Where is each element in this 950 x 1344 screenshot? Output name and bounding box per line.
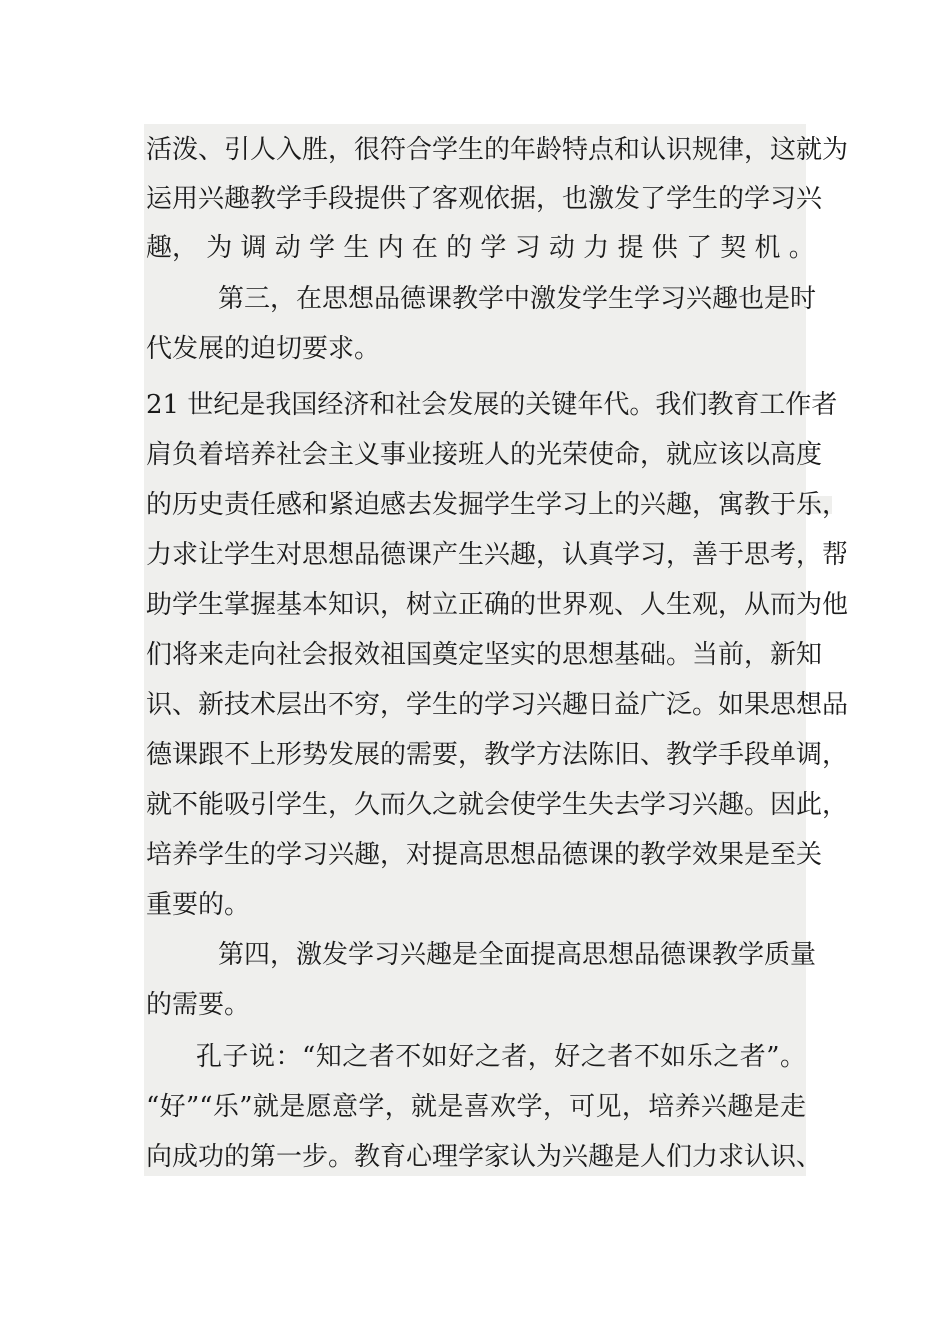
text-line: 培养学生的学习兴趣，对提高思想品德课的教学效果是至关 bbox=[146, 840, 823, 870]
text-line: 21 世纪是我国经济和社会发展的关键年代。我们教育工作者 bbox=[146, 390, 838, 420]
paragraph-heading-line: 第四，激发学习兴趣是全面提高思想品德课教学质量 bbox=[218, 940, 817, 970]
text-line: 力求让学生对思想品德课产生兴趣，认真学习，善于思考，帮 bbox=[146, 540, 849, 570]
text-line: 运用兴趣教学手段提供了客观依据，也激发了学生的学习兴 bbox=[146, 184, 823, 214]
text-line: 们将来走向社会报效祖国奠定坚实的思想基础。当前，新知 bbox=[146, 640, 823, 670]
text-line: 德课跟不上形势发展的需要，教学方法陈旧、教学手段单调， bbox=[146, 740, 849, 770]
text-line: 的历史责任感和紧迫感去发掘学生学习上的兴趣，寓教于乐， bbox=[146, 490, 849, 520]
text-line: “好”“乐”就是愿意学，就是喜欢学，可见，培养兴趣是走 bbox=[146, 1092, 806, 1122]
text-line: 活泼、引人入胜，很符合学生的年龄特点和认识规律，这就为 bbox=[146, 135, 849, 165]
text-line: 代发展的迫切要求。 bbox=[146, 334, 381, 364]
paragraph-first-line: 孔子说：“知之者不如好之者，好之者不如乐之者”。 bbox=[196, 1042, 806, 1072]
text-line: 助学生掌握基本知识，树立正确的世界观、人生观，从而为他 bbox=[146, 590, 849, 620]
text-line: 向成功的第一步。教育心理学家认为兴趣是人们力求认识、 bbox=[146, 1142, 823, 1172]
text-line: 重要的。 bbox=[146, 890, 251, 920]
text-line: 就不能吸引学生，久而久之就会使学生失去学习兴趣。因此， bbox=[146, 790, 849, 820]
text-line: 肩负着培养社会主义事业接班人的光荣使命，就应该以高度 bbox=[146, 440, 823, 470]
text-line: 趣， 为 调 动 学 生 内 在 的 学 习 动 力 提 供 了 契 机 。 bbox=[146, 233, 815, 263]
paragraph-heading-line: 第三，在思想品德课教学中激发学生学习兴趣也是时 bbox=[218, 284, 817, 314]
text-line: 的需要。 bbox=[146, 990, 251, 1020]
text-line: 识、新技术层出不穷，学生的学习兴趣日益广泛。如果思想品 bbox=[146, 690, 849, 720]
